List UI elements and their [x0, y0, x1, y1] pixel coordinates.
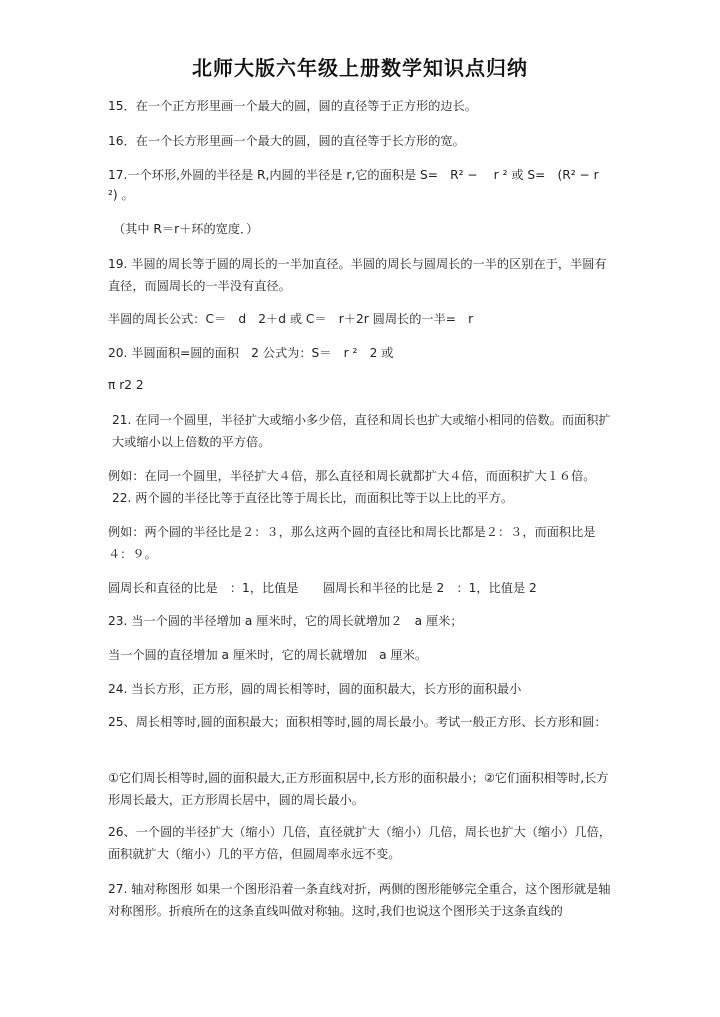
paragraph-23: 23. 当一个圆的半径增加 a 厘米时，它的周长就增加２ a 厘米；: [108, 614, 463, 628]
example-21: 例如：在同一个圆里，半径扩大４倍，那么直径和周长就都扩大４倍，而面积扩大１６倍。: [108, 469, 596, 483]
paragraph-24: 24. 当长方形，正方形，圆的周长相等时，圆的面积最大，长方形的面积最小: [108, 682, 522, 696]
paragraph-26: 26、一个圆的半径扩大（缩小）几倍，直径就扩大（缩小）几倍，周长也扩大（缩小）几倍，面积就扩大（缩小）几的平方倍，但圆周率永远不变。: [108, 825, 612, 861]
paragraph-16: 16．在一个长方形里画一个最大的圆，圆的直径等于长方形的宽。: [108, 134, 465, 148]
paragraph-21: 21. 在同一个圆里，半径扩大或缩小多少倍，直径和周长也扩大或缩小相同的倍数。而面积扩大或缩小以上倍数的平方倍。: [112, 413, 611, 449]
paragraph-20: 20. 半圆面积=圆的面积 2 公式为：S＝ r ² 2 或: [108, 346, 394, 360]
example-22: 例如：两个圆的半径比是２：３，那么这两个圆的直径比和周长比都是２：３，而面积比是４：９。: [108, 525, 596, 561]
formula-semicircle-perimeter: 半圆的周长公式：C＝ d 2＋d 或 C＝ r＋2r 圆周长的一半= r: [108, 312, 474, 326]
paragraph-23-cont: 当一个圆的直径增加 a 厘米时，它的周长就增加 a 厘米。: [108, 648, 428, 662]
paragraph-25: 25、周长相等时,圆的面积最大；面积相等时,圆的周长最小。考试一般正方形、长方形和圆：: [108, 715, 607, 729]
paragraph-22: 22. 两个圆的半径比等于直径比等于周长比，而面积比等于以上比的平方。: [112, 491, 514, 505]
paragraph-15: 15．在一个正方形里画一个最大的圆，圆的直径等于正方形的边长。: [108, 99, 477, 113]
paragraph-18: （其中 R＝r＋环的宽度．）: [113, 222, 259, 236]
formula-semicircle-area: π r2 2: [108, 378, 144, 392]
paragraph-17: 17.一个环形,外圆的半径是 R,内圆的半径是 r,它的面积是 S= R² − r ² 或 S= (R² − r: [108, 168, 599, 182]
paragraph-17-cont: ²) 。: [108, 188, 134, 202]
page-title: 北师大版六年级上册数学知识点归纳: [192, 56, 528, 80]
paragraph-19: 19. 半圆的周长等于圆的周长的一半加直径。半圆的周长与圆周长的一半的区别在于，半圆有直径，而圆周长的一半没有直径。: [108, 257, 607, 293]
ratio-line: 圆周长和直径的比是 ：1，比值是 圆周长和半径的比是 2 ：1，比值是 2: [108, 581, 537, 595]
paragraph-27: 27. 轴对称图形 如果一个图形沿着一条直线对折，两侧的图形能够完全重合，这个图形就是轴对称图形。折痕所在的这条直线叫做对称轴。这时,我们也说这个图形关于这条直线的: [108, 882, 611, 918]
paragraph-25-list: ①它们周长相等时,圆的面积最大,正方形面积居中,长方形的面积最小；②它们面积相等时,长方形周长最大，正方形周长居中，圆的周长最小。: [108, 771, 609, 807]
